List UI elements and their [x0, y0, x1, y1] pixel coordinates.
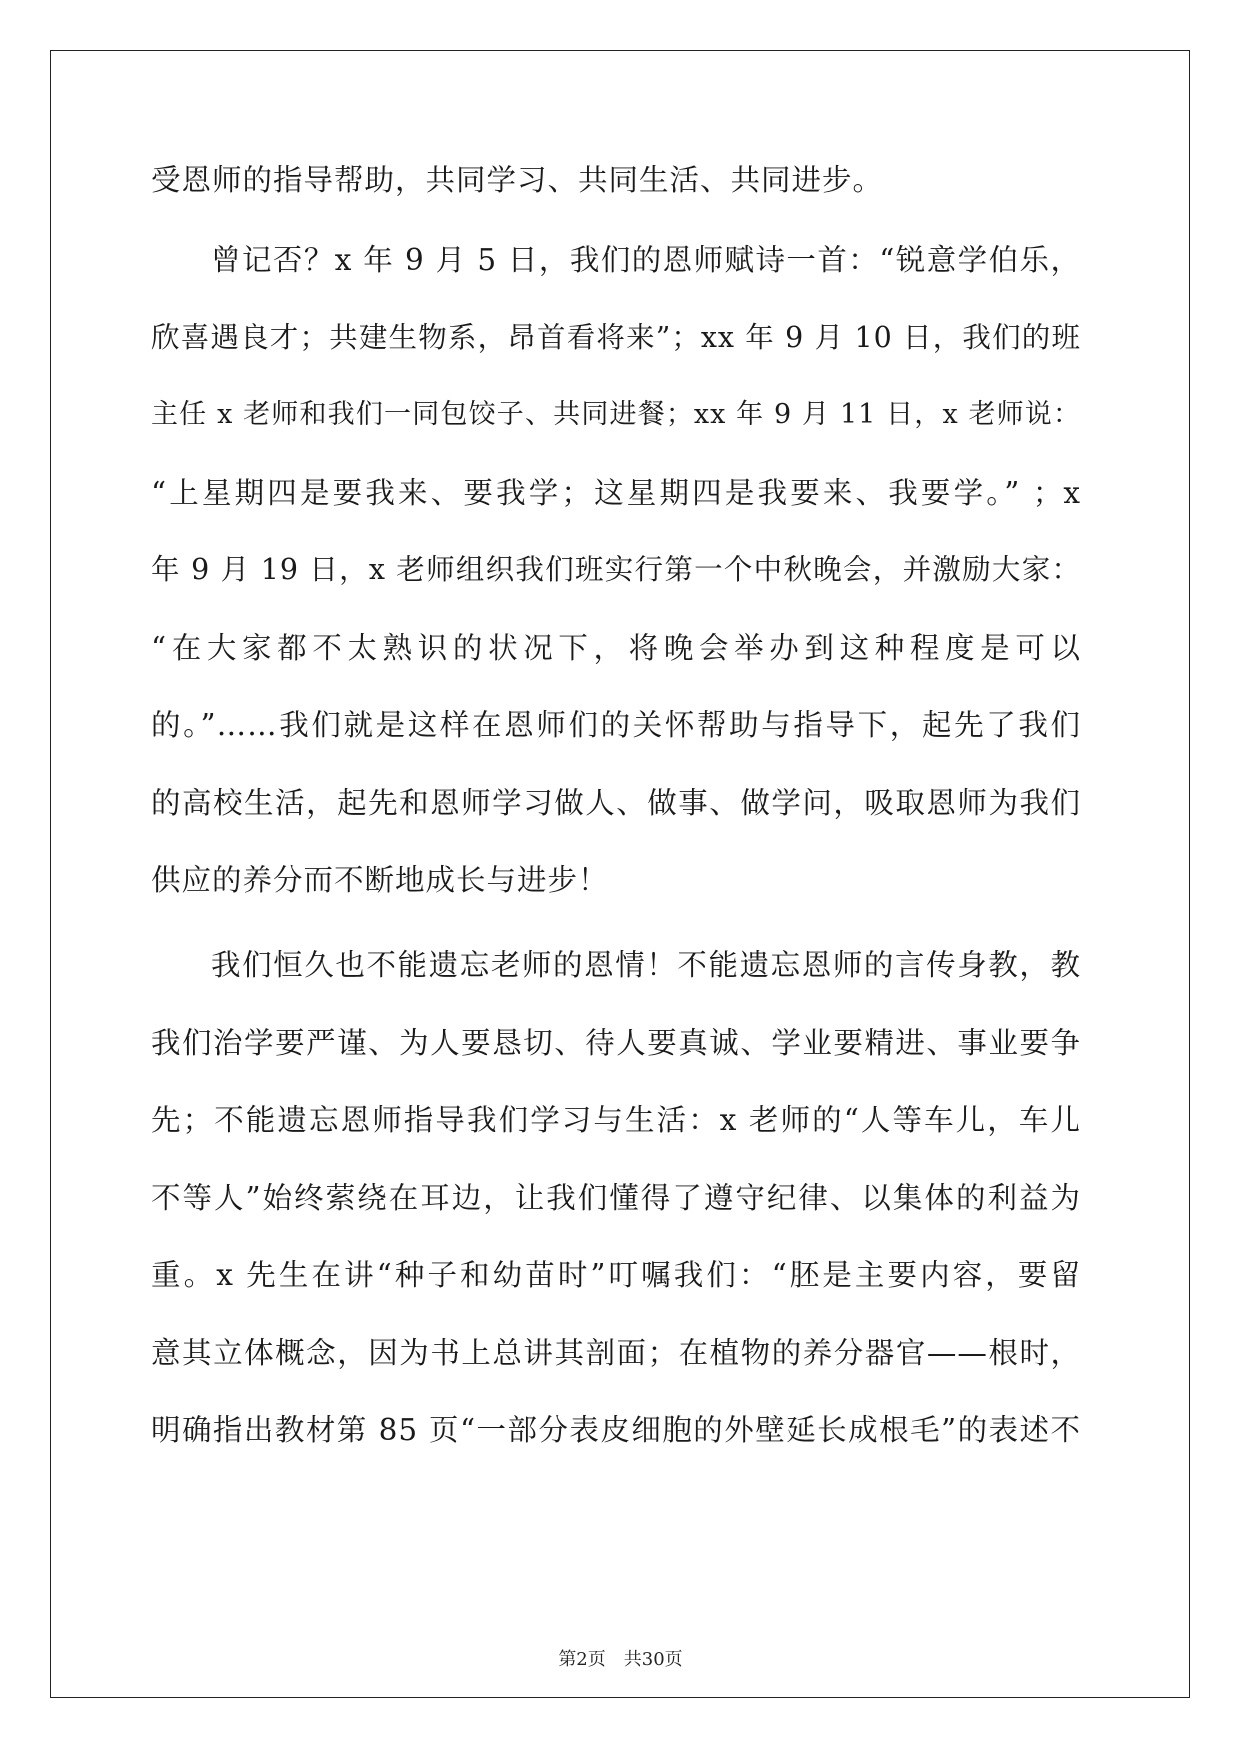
text-line: 不等人”始终萦绕在耳边，让我们懂得了遵守纪律、以集体的利益为 — [151, 1181, 1081, 1215]
text-line: 明确指出教材第 85 页“一部分表皮细胞的外壁延长成根毛”的表述不 — [151, 1413, 1081, 1447]
text-line: 欣喜遇良才；共建生物系，昂首看将来”；xx 年 9 月 10 日，我们的班 — [151, 321, 1081, 354]
text-line: 的。”……我们就是这样在恩师们的关怀帮助与指导下，起先了我们 — [151, 708, 1081, 742]
text-line: “上星期四是要我来、要我学；这星期四是我要来、我要学。” ；x — [151, 476, 1081, 510]
page-footer — [0, 1648, 1241, 1672]
text-line: 意其立体概念，因为书上总讲其剖面；在植物的养分器官——根时， — [151, 1336, 1081, 1370]
page-number: 第2页 — [558, 1649, 606, 1670]
text-line: 我们恒久也不能遗忘老师的恩情！不能遗忘恩师的言传身教，教 — [211, 948, 1081, 982]
text-line: 曾记否？x 年 9 月 5 日，我们的恩师赋诗一首：“锐意学伯乐， — [211, 243, 1081, 277]
text-line: 的高校生活，起先和恩师学习做人、做事、做学问，吸取恩师为我们 — [151, 786, 1081, 820]
text-line: “在大家都不太熟识的状况下，将晚会举办到这种程度是可以 — [151, 631, 1081, 665]
text-line: 年 9 月 19 日，x 老师组织我们班实行第一个中秋晚会，并激励大家： — [151, 553, 1081, 586]
text-line: 我们治学要严谨、为人要恳切、待人要真诚、学业要精进、事业要争 — [151, 1026, 1081, 1060]
page-total: 共30页 — [623, 1649, 683, 1670]
text-line: 先；不能遗忘恩师指导我们学习与生活：x 老师的“人等车儿，车儿 — [151, 1103, 1081, 1137]
text-line: 供应的养分而不断地成长与进步！ — [151, 863, 609, 897]
text-line: 重。x 先生在讲“种子和幼苗时”叮嘱我们：“胚是主要内容，要留 — [151, 1258, 1081, 1292]
text-line: 受恩师的指导帮助，共同学习、共同生活、共同进步。 — [151, 163, 884, 197]
text-line: 主任 x 老师和我们一同包饺子、共同进餐；xx 年 9 月 11 日，x 老师说： — [151, 399, 1081, 430]
